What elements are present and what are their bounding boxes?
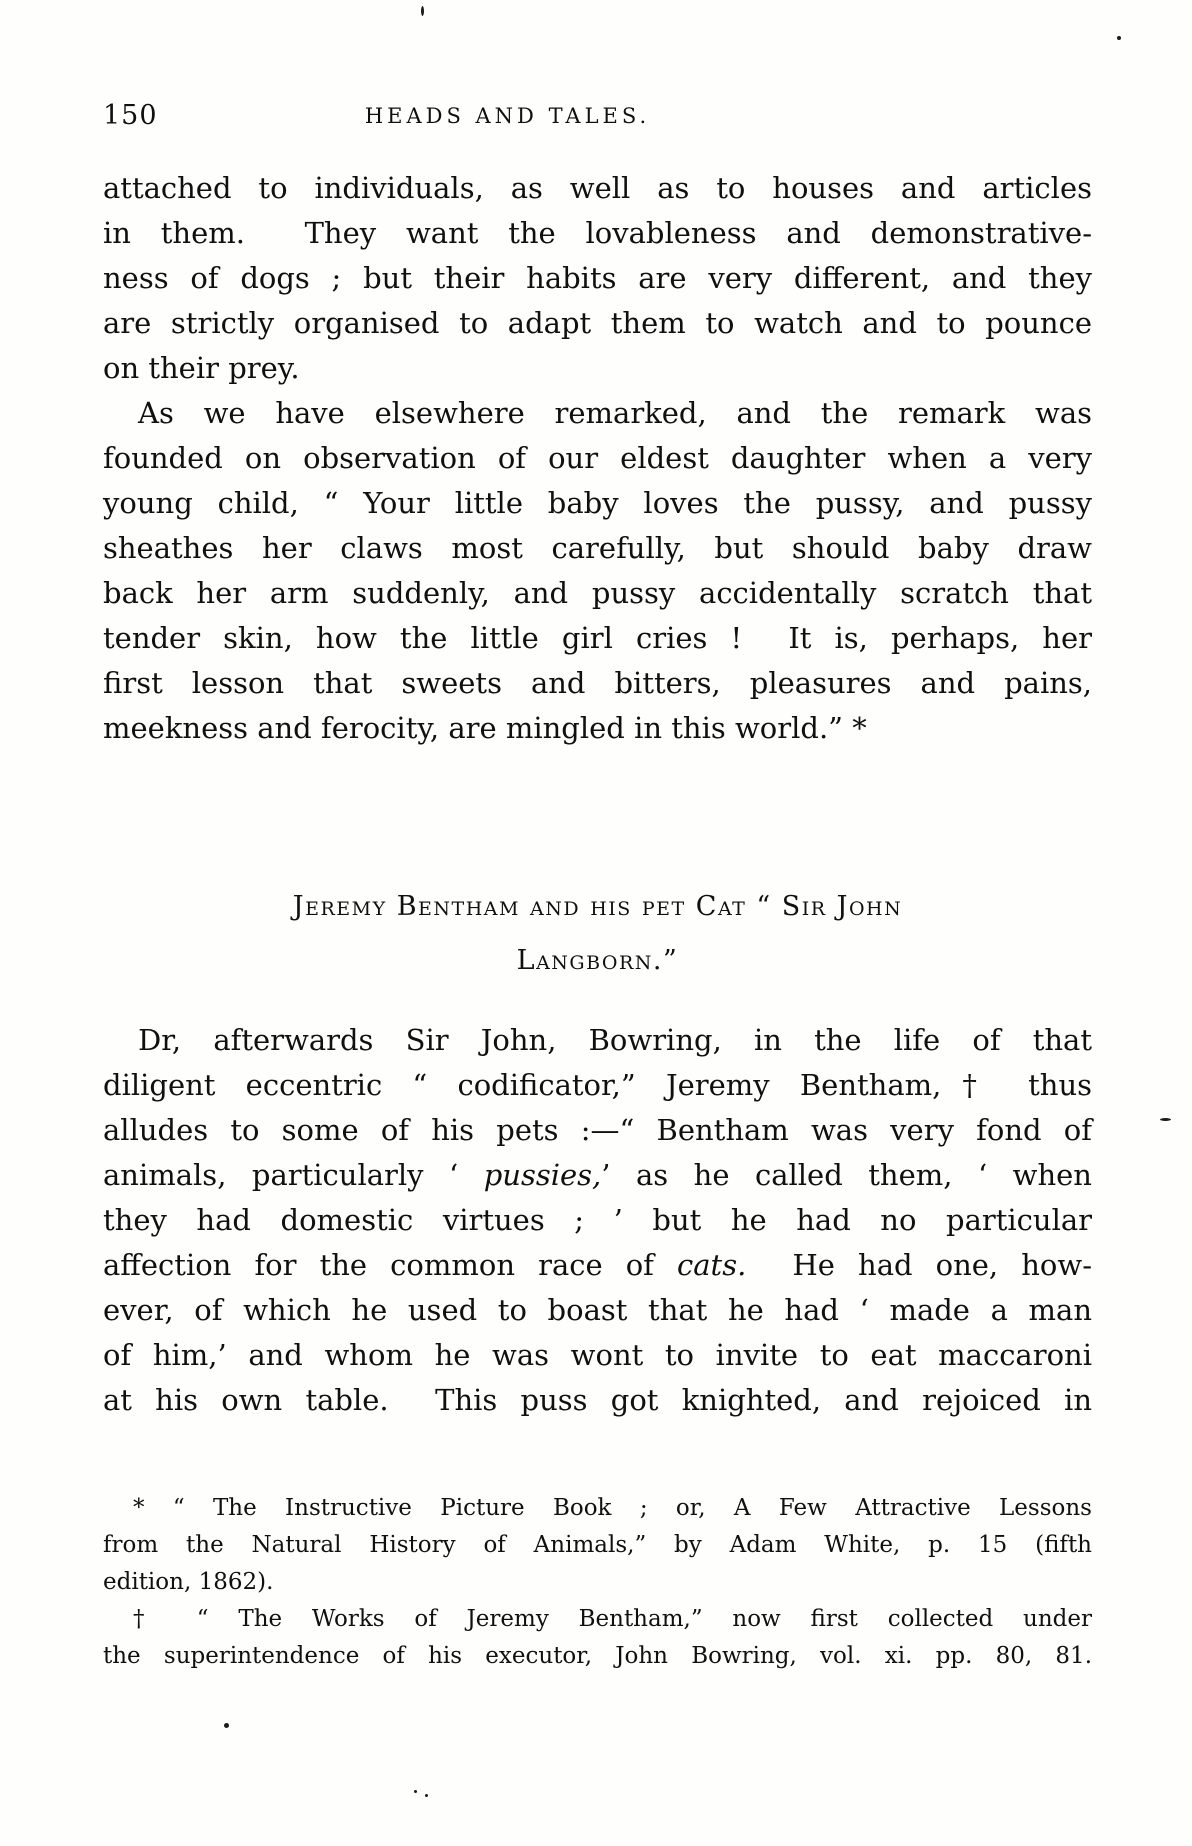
- text-line: ness of dogs ; but their habits are very different, and they: [103, 261, 1092, 295]
- scan-artifact: [1160, 1118, 1171, 1121]
- text-line: are strictly organised to adapt them to watch and to pounce: [103, 306, 1092, 340]
- scan-artifact: [414, 1790, 417, 1793]
- section-heading: [103, 880, 1092, 988]
- text-line: sheathes her claws most carefully, but should baby draw: [103, 531, 1092, 565]
- text-line: meekness and ferocity, are mingled in this world.” *: [103, 711, 867, 745]
- scan-artifact: [421, 6, 424, 16]
- text-line: in them. They want the lovableness and demonstrative-: [103, 216, 1092, 250]
- text-line: * “ The Instructive Picture Book ; or, A Few Attractive Lessons: [133, 1495, 1092, 1521]
- text-line: alludes to some of his pets :—“ Bentham was very fond of: [103, 1113, 1092, 1147]
- text-line: ever, of which he used to boast that he had ‘ made a man: [103, 1293, 1092, 1327]
- text-line: at his own table. This puss got knighted, and rejoiced in: [103, 1383, 1092, 1417]
- text-line: diligent eccentric “ codificator,” Jeremy Bentham,† thus: [103, 1068, 1092, 1102]
- scan-artifact: [224, 1723, 229, 1728]
- text-line: As we have elsewhere remarked, and the remark was: [138, 396, 1092, 430]
- text-line: Dr, afterwards Sir John, Bowring, in the life of that: [138, 1023, 1092, 1057]
- text-line: of him,’ and whom he was wont to invite to eat maccaroni: [103, 1338, 1092, 1372]
- text-line: first lesson that sweets and bitters, pleasures and pains,: [103, 666, 1092, 700]
- paragraphs-top: [103, 166, 1092, 751]
- text-line: affection for the common race of cats. He had one, how-: [103, 1248, 1092, 1282]
- text-line: † “ The Works of Jeremy Bentham,” now first collected under: [133, 1606, 1092, 1632]
- text-line: the superintendence of his executor, John Bowring, vol. xi. pp. 80, 81.: [103, 1643, 1092, 1669]
- text-line: from the Natural History of Animals,” by Adam White, p. 15 (fifth: [103, 1532, 1092, 1558]
- text-line: on their prey.: [103, 351, 300, 385]
- running-title: HEADS AND TALES.: [364, 104, 651, 128]
- text-line: young child, “ Your little baby loves the pussy, and pussy: [103, 486, 1092, 520]
- text-line: back her arm suddenly, and pussy accidentally scratch that: [103, 576, 1092, 610]
- text-line: they had domestic virtues ; ’ but he had no particular: [103, 1203, 1092, 1237]
- text-line: tender skin, how the little girl cries ! It is, perhaps, her: [103, 621, 1092, 655]
- page-header: [103, 100, 1092, 133]
- scan-artifact: [1117, 36, 1121, 40]
- page-number: 150: [103, 100, 158, 131]
- text-line: edition, 1862).: [103, 1569, 274, 1595]
- scan-artifact: [425, 1794, 428, 1797]
- text-line: Jeremy Bentham and his pet Cat “ Sir John: [292, 891, 903, 922]
- paragraphs-bottom: [103, 1018, 1092, 1423]
- text-line: founded on observation of our eldest daughter when a very: [103, 441, 1092, 475]
- text-line: Langborn.”: [516, 945, 679, 976]
- text-line: animals, particularly ‘ pussies,’ as he called them, ‘ when: [103, 1158, 1092, 1192]
- text-line: attached to individuals, as well as to houses and articles: [103, 171, 1092, 205]
- footnotes: [103, 1490, 1092, 1675]
